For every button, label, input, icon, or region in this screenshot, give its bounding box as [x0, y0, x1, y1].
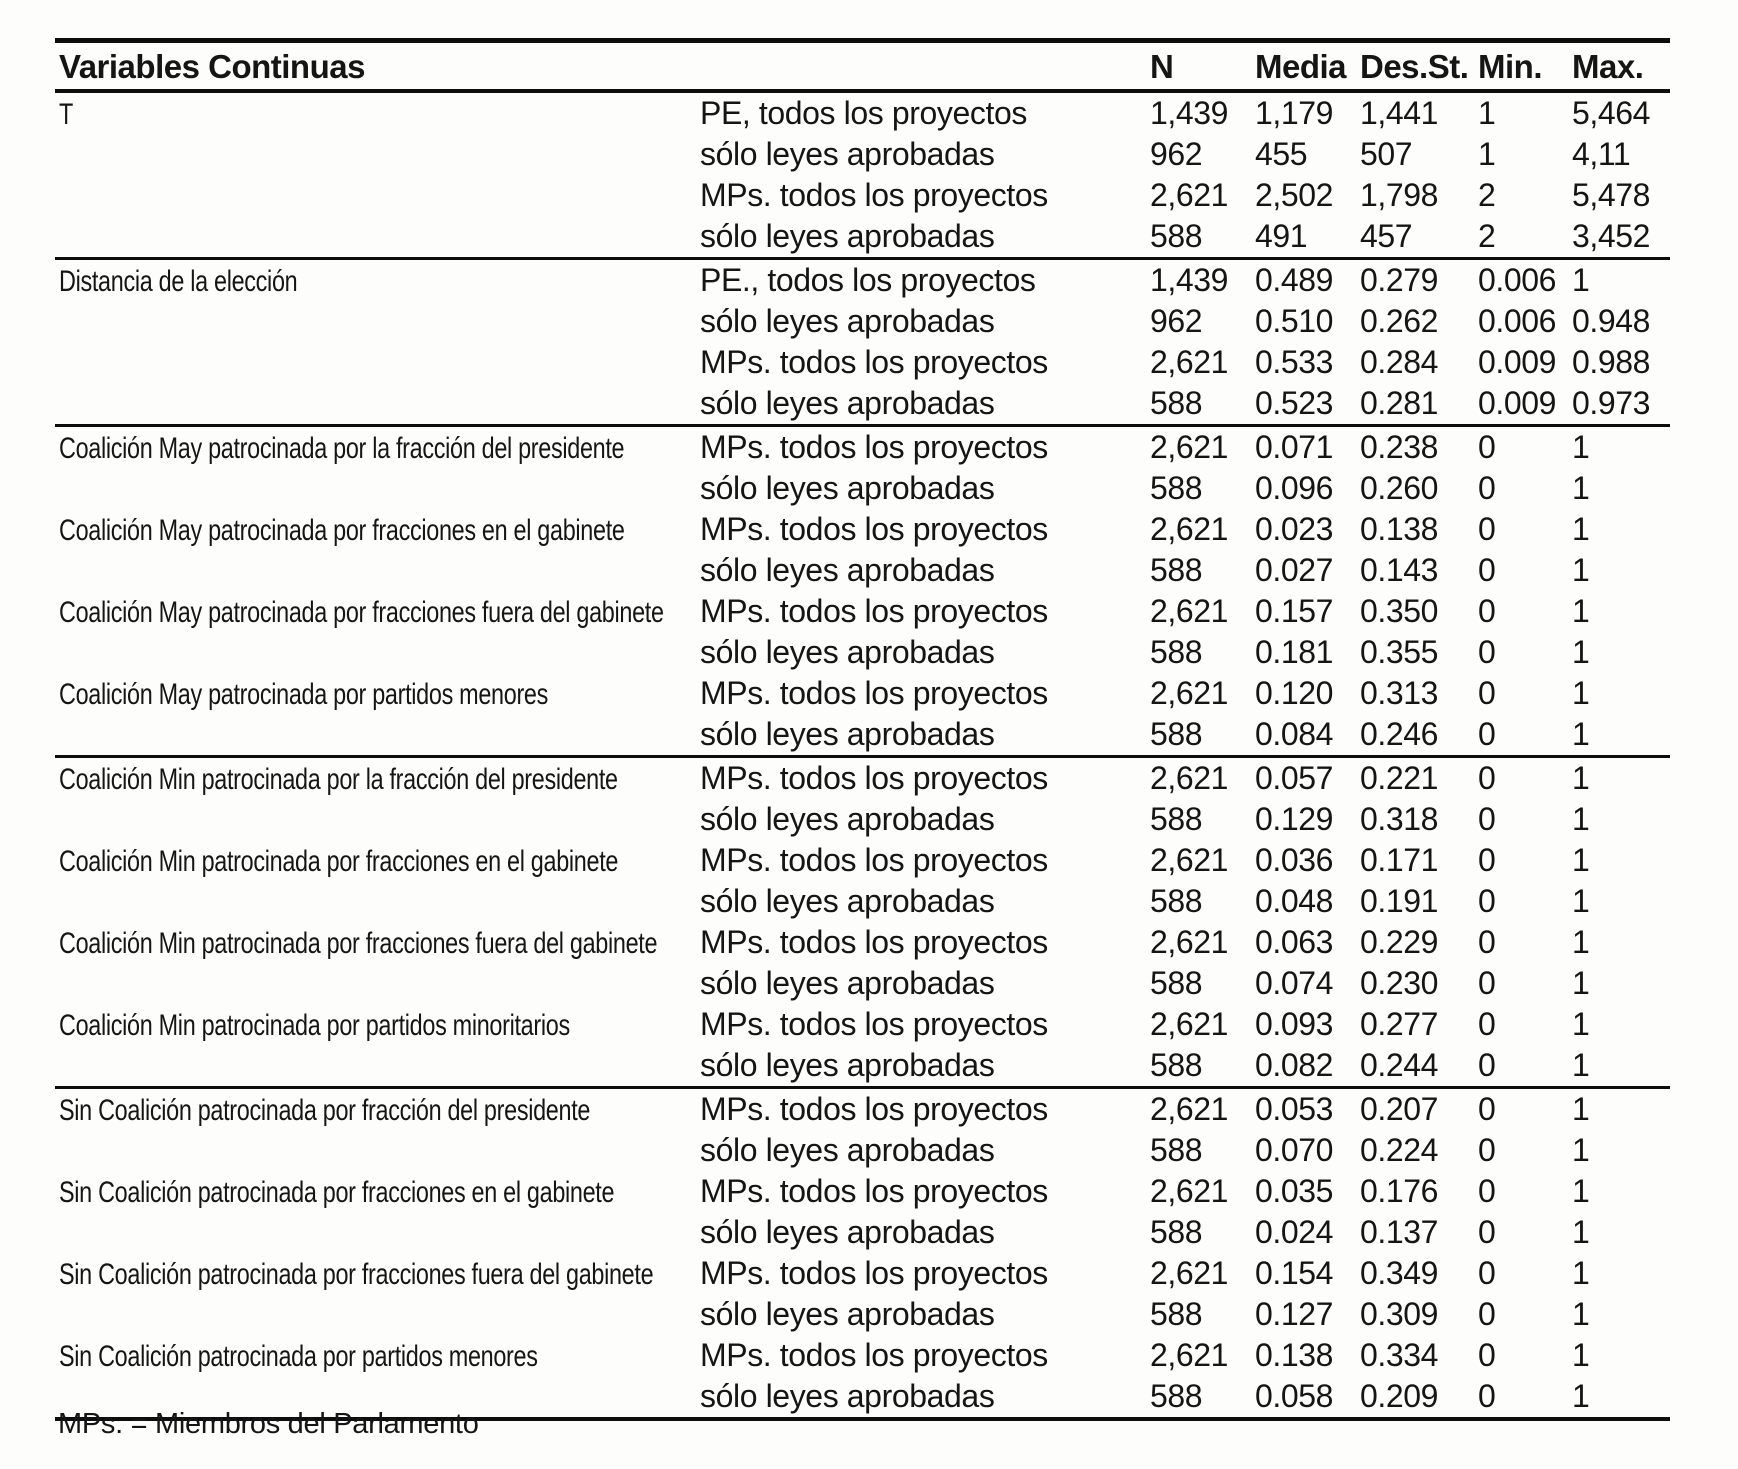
header-spacer — [700, 43, 1150, 91]
subcategory-cell: MPs. todos los proyectos — [700, 177, 1048, 213]
variable-cell — [55, 1253, 700, 1295]
statistics-table — [55, 38, 1670, 1421]
media-cell: 0.127 — [1255, 1296, 1334, 1332]
desst-cell: 0.244 — [1360, 1047, 1439, 1083]
desst-cell: 457 — [1360, 218, 1413, 254]
min-cell: 0 — [1478, 429, 1496, 465]
variable-name: Sin Coalición patrocinada por fracción del presidente — [59, 1094, 591, 1127]
min-cell: 0.009 — [1478, 344, 1557, 380]
subcategory-cell: sólo leyes aprobadas — [700, 1132, 995, 1168]
table-row — [55, 1004, 1670, 1045]
table-row — [55, 301, 1670, 342]
variable-cell — [55, 632, 700, 673]
table-header-row — [55, 43, 1670, 93]
desst-cell: 0.309 — [1360, 1296, 1439, 1332]
min-cell: 0 — [1478, 634, 1496, 670]
subcategory-cell: MPs. todos los proyectos — [700, 1006, 1048, 1042]
variable-name: Distancia de la elección — [59, 265, 298, 298]
variable-name: Coalición Min patrocinada por la fracción del presidente — [59, 763, 618, 796]
table-row — [55, 758, 1670, 799]
subcategory-cell: MPs. todos los proyectos — [700, 675, 1048, 711]
max-cell: 1 — [1572, 470, 1590, 506]
table-row — [55, 922, 1670, 963]
max-cell: 1 — [1572, 1173, 1590, 1209]
media-cell: 0.057 — [1255, 760, 1334, 796]
n-cell: 588 — [1150, 634, 1203, 670]
media-cell: 0.157 — [1255, 593, 1334, 629]
subcategory-cell: sólo leyes aprobadas — [700, 1214, 995, 1250]
n-cell: 2,621 — [1150, 511, 1229, 547]
max-cell: 1 — [1572, 552, 1590, 588]
table-footnote: MPs. = Miembros del Parlamento — [58, 1408, 479, 1440]
subcategory-cell: MPs. todos los proyectos — [700, 593, 1048, 629]
table-row — [55, 175, 1670, 216]
max-cell: 1 — [1572, 801, 1590, 837]
max-cell: 0.948 — [1572, 303, 1651, 339]
table-row — [55, 591, 1670, 632]
min-cell: 2 — [1478, 177, 1496, 213]
desst-cell: 0.260 — [1360, 470, 1439, 506]
table-row — [55, 550, 1670, 591]
subcategory-cell: sólo leyes aprobadas — [700, 883, 995, 919]
column-header-media: Media — [1255, 48, 1347, 85]
variable-cell — [55, 1294, 700, 1335]
media-cell: 0.093 — [1255, 1006, 1334, 1042]
media-cell: 0.533 — [1255, 344, 1334, 380]
min-cell: 0 — [1478, 1091, 1496, 1127]
media-cell: 0.074 — [1255, 965, 1334, 1001]
variable-cell — [55, 383, 700, 424]
min-cell: 0 — [1478, 1378, 1496, 1414]
max-cell: 1 — [1572, 924, 1590, 960]
media-cell: 0.063 — [1255, 924, 1334, 960]
media-cell: 0.036 — [1255, 842, 1334, 878]
subcategory-cell: MPs. todos los proyectos — [700, 1337, 1048, 1373]
desst-cell: 0.238 — [1360, 429, 1439, 465]
n-cell: 1,439 — [1150, 95, 1229, 131]
min-cell: 0 — [1478, 1006, 1496, 1042]
variable-cell — [55, 134, 700, 175]
desst-cell: 507 — [1360, 136, 1413, 172]
min-cell: 0 — [1478, 1296, 1496, 1332]
n-cell: 588 — [1150, 1296, 1203, 1332]
variable-cell — [55, 673, 700, 715]
n-cell: 2,621 — [1150, 429, 1229, 465]
n-cell: 2,621 — [1150, 1255, 1229, 1291]
subcategory-cell: MPs. todos los proyectos — [700, 1255, 1048, 1291]
min-cell: 0 — [1478, 675, 1496, 711]
n-cell: 588 — [1150, 801, 1203, 837]
media-cell: 0.048 — [1255, 883, 1334, 919]
min-cell: 0 — [1478, 965, 1496, 1001]
variable-name: Coalición Min patrocinada por partidos minoritarios — [59, 1009, 570, 1042]
min-cell: 0 — [1478, 1337, 1496, 1373]
table-row — [55, 1294, 1670, 1335]
max-cell: 1 — [1572, 1006, 1590, 1042]
table-row — [55, 93, 1670, 134]
variable-cell — [55, 216, 700, 257]
n-cell: 962 — [1150, 136, 1203, 172]
media-cell: 0.129 — [1255, 801, 1334, 837]
subcategory-cell: MPs. todos los proyectos — [700, 924, 1048, 960]
desst-cell: 0.143 — [1360, 552, 1439, 588]
subcategory-cell: sólo leyes aprobadas — [700, 801, 995, 837]
min-cell: 1 — [1478, 95, 1496, 131]
table-row — [55, 509, 1670, 550]
n-cell: 2,621 — [1150, 1173, 1229, 1209]
variable-cell — [55, 799, 700, 840]
min-cell: 0 — [1478, 842, 1496, 878]
n-cell: 588 — [1150, 716, 1203, 752]
desst-cell: 0.279 — [1360, 262, 1439, 298]
min-cell: 0 — [1478, 801, 1496, 837]
media-cell: 1,179 — [1255, 95, 1334, 131]
variable-name: Coalición Min patrocinada por fracciones fuera del gabinete — [59, 927, 658, 960]
variable-name: Sin Coalición patrocinada por partidos menores — [59, 1340, 538, 1373]
n-cell: 588 — [1150, 552, 1203, 588]
n-cell: 2,621 — [1150, 924, 1229, 960]
table-row — [55, 342, 1670, 383]
n-cell: 2,621 — [1150, 177, 1229, 213]
n-cell: 2,621 — [1150, 344, 1229, 380]
n-cell: 588 — [1150, 1378, 1203, 1414]
media-cell: 491 — [1255, 218, 1308, 254]
n-cell: 2,621 — [1150, 593, 1229, 629]
variable-cell — [55, 260, 700, 302]
media-cell: 0.181 — [1255, 634, 1334, 670]
n-cell: 2,621 — [1150, 1091, 1229, 1127]
subcategory-cell: sólo leyes aprobadas — [700, 470, 995, 506]
table-row — [55, 1130, 1670, 1171]
n-cell: 2,621 — [1150, 842, 1229, 878]
table-row — [55, 216, 1670, 260]
variable-cell — [55, 714, 700, 755]
desst-cell: 0.209 — [1360, 1378, 1439, 1414]
table-row — [55, 1212, 1670, 1253]
table-row — [55, 260, 1670, 301]
variable-cell — [55, 881, 700, 922]
desst-cell: 0.224 — [1360, 1132, 1439, 1168]
subcategory-cell: sólo leyes aprobadas — [700, 218, 995, 254]
max-cell: 1 — [1572, 675, 1590, 711]
variable-name: T — [59, 98, 73, 131]
desst-cell: 0.350 — [1360, 593, 1439, 629]
variable-cell — [55, 963, 700, 1004]
max-cell: 1 — [1572, 634, 1590, 670]
max-cell: 1 — [1572, 1214, 1590, 1250]
desst-cell: 0.349 — [1360, 1255, 1439, 1291]
desst-cell: 0.281 — [1360, 385, 1439, 421]
media-cell: 0.489 — [1255, 262, 1334, 298]
table-row — [55, 632, 1670, 673]
min-cell: 0 — [1478, 1047, 1496, 1083]
subcategory-cell: sólo leyes aprobadas — [700, 136, 995, 172]
max-cell: 1 — [1572, 1378, 1590, 1414]
table-row — [55, 1253, 1670, 1294]
variable-cell — [55, 1130, 700, 1171]
variable-cell — [55, 922, 700, 964]
min-cell: 0 — [1478, 1214, 1496, 1250]
variable-cell — [55, 509, 700, 551]
desst-cell: 0.334 — [1360, 1337, 1439, 1373]
media-cell: 0.084 — [1255, 716, 1334, 752]
variable-cell — [55, 468, 700, 509]
desst-cell: 1,798 — [1360, 177, 1439, 213]
subcategory-cell: MPs. todos los proyectos — [700, 842, 1048, 878]
subcategory-cell: MPs. todos los proyectos — [700, 429, 1048, 465]
media-cell: 0.035 — [1255, 1173, 1334, 1209]
column-header-desst: Des.St. — [1360, 48, 1469, 85]
media-cell: 0.154 — [1255, 1255, 1334, 1291]
subcategory-cell: PE, todos los proyectos — [700, 95, 1027, 131]
column-header-min: Min. — [1478, 48, 1542, 85]
desst-cell: 0.277 — [1360, 1006, 1439, 1042]
subcategory-cell: sólo leyes aprobadas — [700, 634, 995, 670]
table-row — [55, 468, 1670, 509]
media-cell: 0.058 — [1255, 1378, 1334, 1414]
max-cell: 1 — [1572, 262, 1590, 298]
variable-cell — [55, 1171, 700, 1213]
table-row — [55, 427, 1670, 468]
subcategory-cell: sólo leyes aprobadas — [700, 552, 995, 588]
media-cell: 0.027 — [1255, 552, 1334, 588]
variable-cell — [55, 342, 700, 383]
variable-cell — [55, 1089, 700, 1131]
desst-cell: 0.137 — [1360, 1214, 1439, 1250]
column-header-max: Max. — [1572, 48, 1644, 85]
variable-cell — [55, 550, 700, 591]
subcategory-cell: sólo leyes aprobadas — [700, 1296, 995, 1332]
media-cell: 0.096 — [1255, 470, 1334, 506]
media-cell: 0.024 — [1255, 1214, 1334, 1250]
desst-cell: 0.230 — [1360, 965, 1439, 1001]
min-cell: 1 — [1478, 136, 1496, 172]
min-cell: 0 — [1478, 1132, 1496, 1168]
max-cell: 1 — [1572, 965, 1590, 1001]
subcategory-cell: sólo leyes aprobadas — [700, 385, 995, 421]
variable-cell — [55, 1212, 700, 1253]
min-cell: 0 — [1478, 716, 1496, 752]
desst-cell: 0.355 — [1360, 634, 1439, 670]
desst-cell: 0.176 — [1360, 1173, 1439, 1209]
table-row — [55, 1335, 1670, 1376]
n-cell: 588 — [1150, 385, 1203, 421]
table-row — [55, 383, 1670, 427]
n-cell: 1,439 — [1150, 262, 1229, 298]
max-cell: 1 — [1572, 883, 1590, 919]
subcategory-cell: MPs. todos los proyectos — [700, 1091, 1048, 1127]
n-cell: 588 — [1150, 1214, 1203, 1250]
n-cell: 588 — [1150, 1047, 1203, 1083]
max-cell: 1 — [1572, 429, 1590, 465]
media-cell: 2,502 — [1255, 177, 1334, 213]
table-row — [55, 963, 1670, 1004]
variable-cell — [55, 427, 700, 469]
variable-cell — [55, 840, 700, 882]
variable-cell — [55, 758, 700, 800]
variable-cell — [55, 301, 700, 342]
max-cell: 4,11 — [1572, 136, 1631, 172]
subcategory-cell: sólo leyes aprobadas — [700, 303, 995, 339]
desst-cell: 0.171 — [1360, 842, 1439, 878]
max-cell: 1 — [1572, 593, 1590, 629]
desst-cell: 0.262 — [1360, 303, 1439, 339]
max-cell: 1 — [1572, 842, 1590, 878]
max-cell: 1 — [1572, 511, 1590, 547]
media-cell: 455 — [1255, 136, 1308, 172]
min-cell: 0 — [1478, 883, 1496, 919]
desst-cell: 0.138 — [1360, 511, 1439, 547]
column-header-n: N — [1150, 48, 1174, 85]
variable-name: Coalición May patrocinada por la fracción del presidente — [59, 432, 625, 465]
min-cell: 0.006 — [1478, 303, 1557, 339]
max-cell: 1 — [1572, 1132, 1590, 1168]
variable-name: Coalición May patrocinada por partidos menores — [59, 678, 549, 711]
variable-cell — [55, 93, 700, 135]
max-cell: 3,452 — [1572, 218, 1651, 254]
max-cell: 1 — [1572, 716, 1590, 752]
variable-name: Sin Coalición patrocinada por fracciones fuera del gabinete — [59, 1258, 654, 1291]
subcategory-cell: MPs. todos los proyectos — [700, 511, 1048, 547]
subcategory-cell: sólo leyes aprobadas — [700, 965, 995, 1001]
n-cell: 2,621 — [1150, 760, 1229, 796]
variable-cell — [55, 591, 700, 633]
media-cell: 0.071 — [1255, 429, 1334, 465]
max-cell: 1 — [1572, 1255, 1590, 1291]
table-body — [55, 93, 1670, 1421]
min-cell: 0.009 — [1478, 385, 1557, 421]
table-row — [55, 881, 1670, 922]
min-cell: 2 — [1478, 218, 1496, 254]
desst-cell: 0.221 — [1360, 760, 1439, 796]
media-cell: 0.523 — [1255, 385, 1334, 421]
n-cell: 588 — [1150, 965, 1203, 1001]
desst-cell: 0.246 — [1360, 716, 1439, 752]
subcategory-cell: sólo leyes aprobadas — [700, 1047, 995, 1083]
table-row — [55, 799, 1670, 840]
n-cell: 588 — [1150, 1132, 1203, 1168]
n-cell: 2,621 — [1150, 1337, 1229, 1373]
table-row — [55, 1045, 1670, 1089]
subcategory-cell: MPs. todos los proyectos — [700, 344, 1048, 380]
media-cell: 0.510 — [1255, 303, 1334, 339]
table-row — [55, 840, 1670, 881]
desst-cell: 0.229 — [1360, 924, 1439, 960]
max-cell: 1 — [1572, 1296, 1590, 1332]
variable-cell — [55, 1045, 700, 1086]
min-cell: 0 — [1478, 1255, 1496, 1291]
media-cell: 0.138 — [1255, 1337, 1334, 1373]
min-cell: 0 — [1478, 470, 1496, 506]
n-cell: 2,621 — [1150, 675, 1229, 711]
media-cell: 0.082 — [1255, 1047, 1334, 1083]
max-cell: 0.973 — [1572, 385, 1651, 421]
table-row — [55, 1171, 1670, 1212]
media-cell: 0.023 — [1255, 511, 1334, 547]
min-cell: 0 — [1478, 552, 1496, 588]
n-cell: 588 — [1150, 470, 1203, 506]
n-cell: 588 — [1150, 218, 1203, 254]
subcategory-cell: MPs. todos los proyectos — [700, 1173, 1048, 1209]
variable-cell — [55, 1004, 700, 1046]
subcategory-cell: MPs. todos los proyectos — [700, 760, 1048, 796]
table-row — [55, 134, 1670, 175]
desst-cell: 0.284 — [1360, 344, 1439, 380]
subcategory-cell: PE., todos los proyectos — [700, 262, 1036, 298]
variable-cell — [55, 1335, 700, 1377]
desst-cell: 0.318 — [1360, 801, 1439, 837]
n-cell: 588 — [1150, 883, 1203, 919]
desst-cell: 0.313 — [1360, 675, 1439, 711]
subcategory-cell: sólo leyes aprobadas — [700, 1378, 995, 1414]
min-cell: 0 — [1478, 593, 1496, 629]
media-cell: 0.120 — [1255, 675, 1334, 711]
variable-cell — [55, 175, 700, 216]
desst-cell: 1,441 — [1360, 95, 1439, 131]
desst-cell: 0.191 — [1360, 883, 1439, 919]
max-cell: 0.988 — [1572, 344, 1651, 380]
min-cell: 0 — [1478, 924, 1496, 960]
max-cell: 1 — [1572, 760, 1590, 796]
max-cell: 1 — [1572, 1337, 1590, 1373]
min-cell: 0.006 — [1478, 262, 1557, 298]
n-cell: 2,621 — [1150, 1006, 1229, 1042]
variable-name: Coalición Min patrocinada por fracciones en el gabinete — [59, 845, 619, 878]
media-cell: 0.053 — [1255, 1091, 1334, 1127]
variable-name: Coalición May patrocinada por fracciones fuera del gabinete — [59, 596, 664, 629]
min-cell: 0 — [1478, 511, 1496, 547]
table-row — [55, 1089, 1670, 1130]
max-cell: 5,478 — [1572, 177, 1651, 213]
desst-cell: 0.207 — [1360, 1091, 1439, 1127]
n-cell: 962 — [1150, 303, 1203, 339]
table-title: Variables Continuas — [59, 48, 365, 85]
media-cell: 0.070 — [1255, 1132, 1334, 1168]
min-cell: 0 — [1478, 1173, 1496, 1209]
min-cell: 0 — [1478, 760, 1496, 796]
subcategory-cell: sólo leyes aprobadas — [700, 716, 995, 752]
variable-name: Coalición May patrocinada por fracciones en el gabinete — [59, 514, 625, 547]
variable-name: Sin Coalición patrocinada por fracciones en el gabinete — [59, 1176, 615, 1209]
table-row — [55, 714, 1670, 758]
max-cell: 1 — [1572, 1091, 1590, 1127]
max-cell: 5,464 — [1572, 95, 1651, 131]
table-row — [55, 673, 1670, 714]
max-cell: 1 — [1572, 1047, 1590, 1083]
